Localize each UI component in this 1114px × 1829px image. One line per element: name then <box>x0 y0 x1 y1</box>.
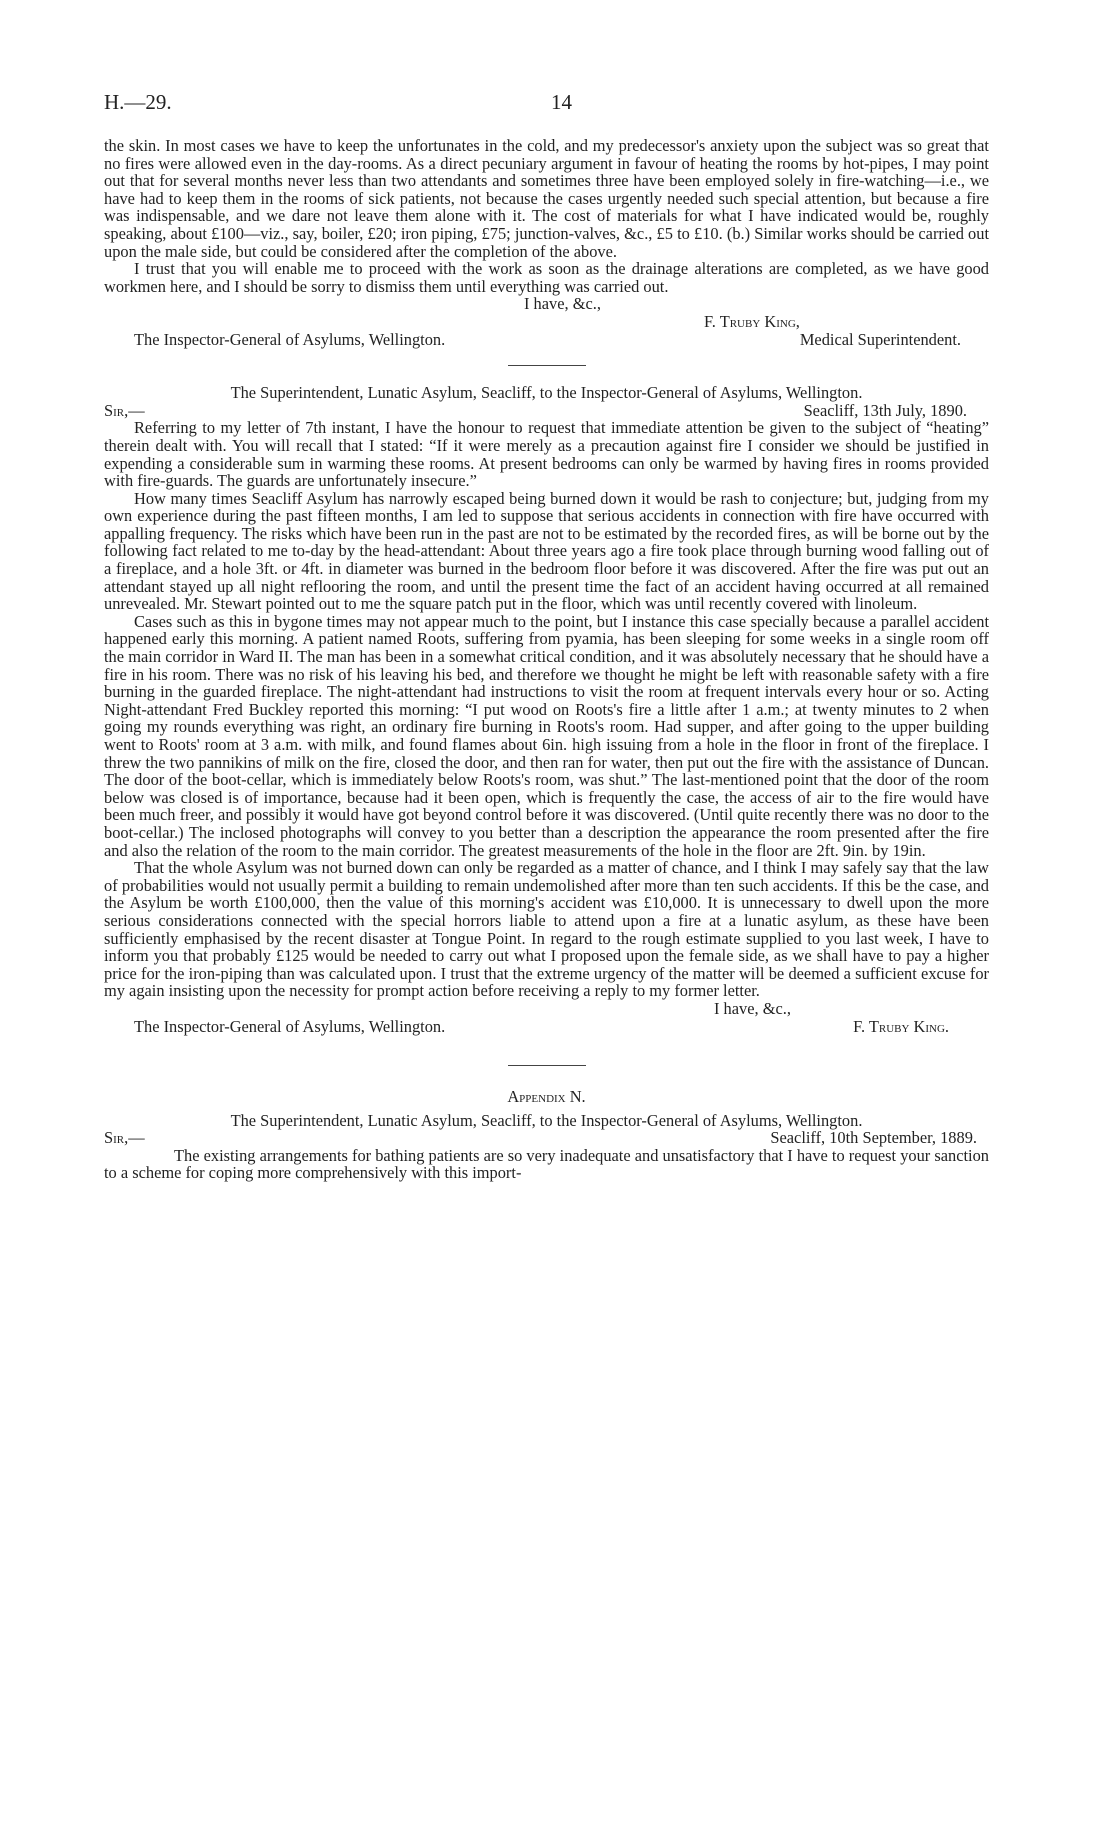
section-divider <box>508 1065 586 1066</box>
paragraph: How many times Seacliff Asylum has narrowly escaped being burned down it would be rash to conjecture; but, judging from my own experience during the past fifteen months, I am led to suppose that serious accidents in connection with fire have occurred with appalling frequency. The risks which have been run in the past are not to be estimated by the recorded fires, as will be borne out by the following fact related to me to-day by the head-attendant: About three years ago a fire took place through burning wood falling out of a fireplace, and a hole 3ft. or 4ft. in diameter was burned in the bedroom floor before it was discovered. After the fire was put out an attendant stayed up all night reflooring the room, and until the present time the fact of an accident having occurred at all remained unrevealed. Mr. Stewart pointed out to me the square patch put in the floor, which was until recently covered with linoleum. <box>104 488 989 614</box>
page-number: 14 <box>551 90 572 114</box>
signature-name: F. Truby King. <box>853 1016 949 1036</box>
dateline: Seacliff, 13th July, 1890. <box>803 400 967 420</box>
paragraph: I trust that you will enable me to proceed with the work as soon as the drainage alterations are completed, as we have good workmen here, and I should be sorry to dismiss them until everything was carried out. <box>104 259 989 296</box>
closing-row <box>104 1000 989 1018</box>
document-id: H.—29. <box>104 90 172 114</box>
signature-title: Medical Superintendent. <box>799 329 961 349</box>
section-divider <box>508 365 586 366</box>
addressee-row <box>104 1018 989 1036</box>
letter-heading: The Superintendent, Lunatic Asylum, Seacliff, to the Inspector-General of Asylums, Wellington. <box>230 383 863 403</box>
paragraph: That the whole Asylum was not burned down can only be regarded as a matter of chance, and I think I may safely say that the law of probabilities would not usually permit a building to remain undemolished after more than ten such accidents. If this be the case, and the Asylum be worth £100,000, then the value of this morning's accident was £10,000. It is unnecessary to dwell upon the more serious considerations connected with the special horrors liable to attend upon a fire at a lunatic asylum, as these have been sufficiently emphasised by the recent disaster at Tongue Point. In regard to the rough estimate supplied to you last week, I have to inform you that probably £125 would be needed to carry out what I proposed upon the female side, as we shall have to pay a higher price for the iron-piping than was calculated upon. I trust that the extreme urgency of the matter will be deemed a sufficient excuse for my again insisting upon the necessity for prompt action before receiving a reply to my former letter. <box>104 858 989 1001</box>
letter-2 <box>104 384 989 1035</box>
addressee-row <box>104 331 989 349</box>
closing: I have, &c., <box>524 294 601 314</box>
paragraph: Referring to my letter of 7th instant, I have the honour to request that immediate attention be given to the subject of “heating” therein dealt with. You will recall that I stated: “If it were merely as a precaution against fire I consider we should be justified in expending a considerable sum in warming these rooms. At present bedrooms can only be warmed by having fires in rooms provided with fire-guards. The guards are unfortunately insecure.” <box>104 418 989 491</box>
salutation: Sir,— <box>104 1128 145 1148</box>
addressee: The Inspector-General of Asylums, Wellington. <box>134 1016 446 1036</box>
paragraph: Cases such as this in bygone times may not appear much to the point, but I instance this case specially because a parallel accident happened early this morning. A patient named Roots, suffering from pyamia, has been sleeping for some weeks in a single room off the main corridor in Ward II. The man has been in a somewhat critical condition, and it was absolutely necessary that he should have a fire in his room. There was no risk of his leaving his bed, and therefore we thought he might be left with reasonable safety with a fire burning in the guarded fireplace. The night-attendant had instructions to visit the room at frequent intervals every hour or so. Acting Night-attendant Fred Buckley reported this morning: “I put wood on Roots's fire a little after 1 a.m.; at twenty minutes to 2 when going my rounds everything was right, an ordinary fire burning in Roots's room. Had supper, and after going to the upper building went to Roots' room at 3 a.m. with milk, and found flames about 6in. high issuing from a hole in the floor in front of the fireplace. I threw the two pannikins of milk on the fire, closed the door, and then ran for water, then put out the fire with the assistance of Duncan. The door of the boot-cellar, which is immediately below Roots's room, was shut.” The last-mentioned point that the door of the room below was closed is of importance, because had it been open, which is frequently the case, the access of air to the fire would have been much freer, and possibly it would have got beyond control before it was discovered. (Until quite recently there was no door to the boot-cellar.) The inclosed photographs will convey to you better than a description the appearance the room presented after the fire and also the relation of the room to the main corridor. The greatest measurements of the hole in the floor are 2ft. 9in. by 19in. <box>104 611 989 860</box>
page-header <box>104 90 984 120</box>
letter-heading: The Superintendent, Lunatic Asylum, Seacliff, to the Inspector-General of Asylums, Wellington. <box>230 1110 863 1130</box>
salutation-row <box>104 1129 989 1147</box>
salutation-row <box>104 402 989 420</box>
closing: I have, &c., <box>714 998 791 1018</box>
page-body <box>104 137 989 1182</box>
paragraph: the skin. In most cases we have to keep the unfortunates in the cold, and my predecessor's anxiety upon the subject was so great that no fires were allowed even in the day-rooms. As a direct pecuniary argument in favour of heating the rooms by hot-pipes, I may point out that for several months never less than two attendants and sometimes three have been employed solely in fire-watching—i.e., we have had to keep them in the rooms of sick patients, not because the cases urgently needed such special attention, but because a fire was indispensable, and we dare not leave them alone with it. The cost of materials for what I have indicated would be, roughly speaking, about £100—viz., say, boiler, £20; iron piping, £75; junction-valves, &c., £5 to £10. (b.) Similar works should be carried out upon the male side, but could be considered after the completion of the above. <box>104 136 989 261</box>
dateline: Seacliff, 10th September, 1889. <box>770 1128 977 1148</box>
appendix-n <box>104 1088 989 1182</box>
closing-row <box>104 295 989 313</box>
paragraph: The existing arrangements for bathing patients are so very inadequate and unsatisfactory that I have to request your sanction to a scheme for coping more comprehensively with this import- <box>104 1145 989 1183</box>
appendix-title: Appendix N. <box>507 1087 586 1107</box>
letter-1-continuation <box>104 137 989 348</box>
signature-name: F. Truby King, <box>704 311 800 331</box>
salutation: Sir,— <box>104 400 145 420</box>
signature-row <box>104 313 989 331</box>
addressee: The Inspector-General of Asylums, Wellington. <box>134 329 446 349</box>
